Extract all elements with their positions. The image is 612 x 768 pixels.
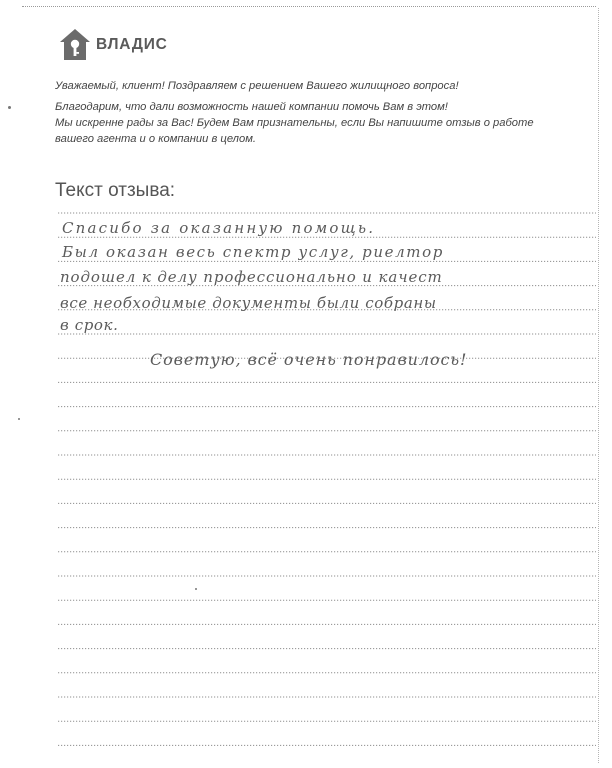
intro-line-request: Мы искренне рады за Вас! Будем Вам признательны, если Вы напишите отзыв о работе <box>55 117 534 129</box>
review-title: Текст отзыва: <box>55 180 176 201</box>
handwriting-line: Был оказан весь спектр услуг, риелтор <box>62 243 444 261</box>
handwriting-line: подошел к делу профессионально и качест <box>60 268 443 286</box>
scan-speck <box>8 106 11 109</box>
brand-name: ВЛАДИС <box>96 36 168 53</box>
handwriting-line: Спасибо за оказанную помощь. <box>62 219 376 237</box>
handwriting-line: Советую, всё очень понравилось! <box>150 350 468 369</box>
intro-line-thanks: Благодарим, что дали возможность нашей компании помочь Вам в этом! <box>55 101 448 113</box>
handwriting-line: все необходимые документы были собраны <box>60 294 437 312</box>
handwriting-line: в срок. <box>60 316 119 334</box>
scan-speck <box>18 418 20 420</box>
scan-speck <box>195 588 197 590</box>
intro-greeting: Уважаемый, клиент! Поздравляем с решением Вашего жилищного вопроса! <box>55 80 459 92</box>
intro-line-agent: вашего агента и о компании в целом. <box>55 133 256 145</box>
